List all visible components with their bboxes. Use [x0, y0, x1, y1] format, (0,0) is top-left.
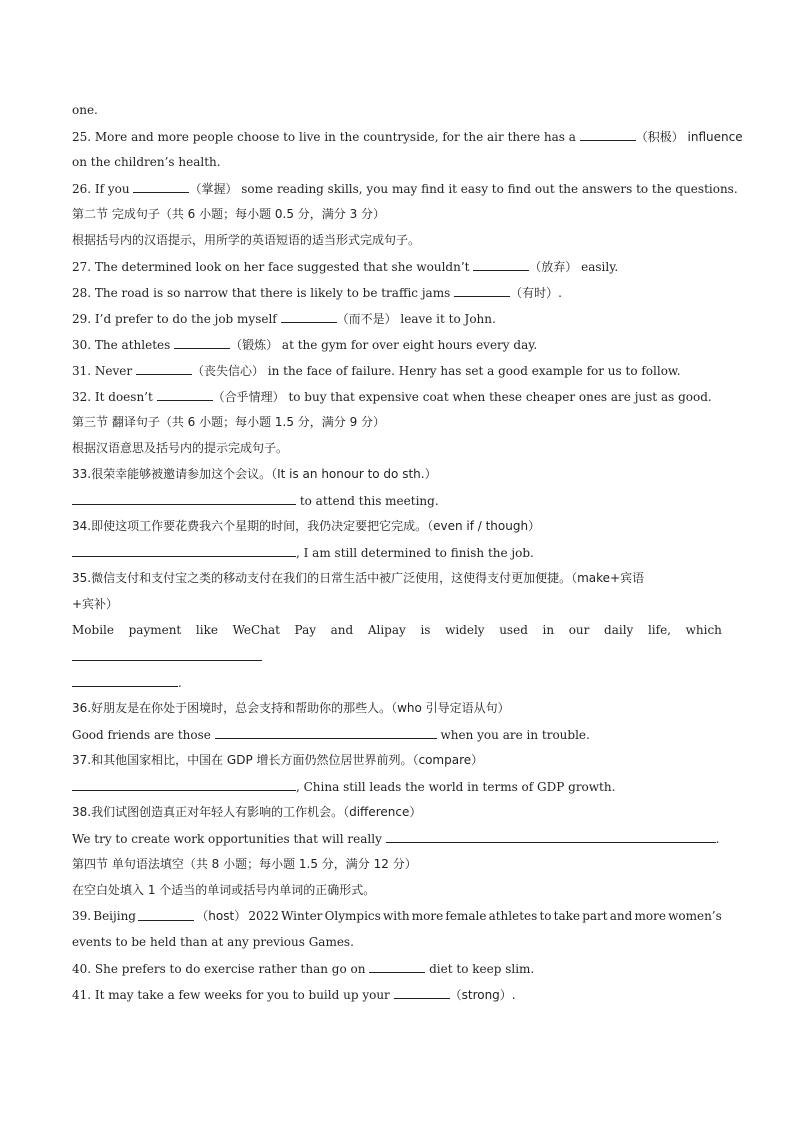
question-34-prompt: 34.即使这项工作要花费我六个星期的时间，我仍决定要把它完成。（even if / though）	[72, 519, 541, 533]
question-29: 29. I’d prefer to do the job myself （而不是） leave it to John.	[72, 312, 496, 326]
blank	[394, 986, 450, 999]
blank	[72, 648, 262, 661]
blank	[454, 284, 510, 297]
blank	[215, 726, 437, 739]
question-35-answer: Mobile payment like WeChat Pay and Alipay is widely used in our daily life, which	[72, 623, 722, 637]
question-35-prompt: 35.微信支付和支付宝之类的移动支付在我们的日常生活中被广泛使用，这使得支付更加便捷。（make+宾语	[72, 571, 645, 585]
blank	[72, 778, 296, 791]
blank	[580, 128, 636, 141]
question-28: 28. The road is so narrow that there is likely to be traffic jams （有时）.	[72, 286, 562, 300]
question-34-answer: , I am still determined to finish the job.	[72, 544, 534, 561]
question-39: 39. Beijing （host） 2022 Winter Olympics with more female athletes to take part and more women’s	[72, 909, 722, 923]
question-30: 30. The athletes （锻炼） at the gym for over eight hours every day.	[72, 338, 538, 352]
question-36-answer: Good friends are those when you are in trouble.	[72, 728, 590, 742]
blank	[174, 336, 230, 349]
question-35-blank-line	[72, 648, 262, 665]
blank	[473, 258, 529, 271]
question-31: 31. Never （丧失信心） in the face of failure. Henry has set a good example for us to follow.	[72, 364, 681, 378]
section-instruction: 根据括号内的汉语提示，用所学的英语短语的适当形式完成句子。	[72, 233, 421, 247]
question-38-prompt: 38.我们试图创造真正对年轻人有影响的工作机会。（difference）	[72, 805, 422, 819]
question-25-cont: on the children’s health.	[72, 155, 221, 169]
section-heading: 第四节 单句语法填空（共 8 小题；每小题 1.5 分，满分 12 分）	[72, 857, 417, 871]
section-heading: 第三节 翻译句子（共 6 小题；每小题 1.5 分，满分 9 分）	[72, 415, 386, 429]
question-32: 32. It doesn’t （合乎情理） to buy that expensive coat when these cheaper ones are just as good.	[72, 390, 712, 404]
blank	[386, 830, 716, 843]
question-35-prompt-cont: +宾补）	[72, 597, 119, 611]
question-35-blank-line-2: .	[72, 674, 182, 691]
blank	[138, 908, 194, 921]
question-33-prompt: 33.很荣幸能够被邀请参加这个会议。（It is an honour to do sth.）	[72, 467, 437, 481]
section-instruction: 在空白处填入 1 个适当的单词或括号内单词的正确形式。	[72, 883, 376, 897]
question-26: 26. If you （掌握） some reading skills, you may find it easy to find out the answers to the questions.	[72, 182, 738, 196]
section-instruction: 根据汉语意思及括号内的提示完成句子。	[72, 441, 289, 455]
blank	[72, 674, 178, 687]
blank	[72, 544, 296, 557]
question-40: 40. She prefers to do exercise rather than go on diet to keep slim.	[72, 962, 535, 976]
question-37-prompt: 37.和其他国家相比，中国在 GDP 增长方面仍然位居世界前列。（compare）	[72, 753, 484, 767]
blank	[136, 362, 192, 375]
question-37-answer: , China still leads the world in terms of GDP growth.	[72, 778, 615, 795]
question-36-prompt: 36.好朋友是在你处于困境时，总会支持和帮助你的那些人。（who 引导定语从句）	[72, 701, 510, 715]
question-38-answer: We try to create work opportunities that will really .	[72, 832, 720, 846]
blank	[281, 310, 337, 323]
blank	[133, 180, 189, 193]
blank	[157, 388, 213, 401]
blank	[72, 492, 296, 505]
question-39-cont: events to be held than at any previous Games.	[72, 935, 354, 949]
question-33-answer: to attend this meeting.	[72, 492, 439, 509]
question-27: 27. The determined look on her face suggested that she wouldn’t （放弃） easily.	[72, 260, 619, 274]
question-25: 25. More and more people choose to live in the countryside, for the air there has a （积极） influence	[72, 130, 743, 144]
blank	[369, 960, 425, 973]
text-line: one.	[72, 103, 98, 117]
question-41: 41. It may take a few weeks for you to build up your （strong）.	[72, 988, 516, 1002]
section-heading: 第二节 完成句子（共 6 小题；每小题 0.5 分，满分 3 分）	[72, 207, 386, 221]
